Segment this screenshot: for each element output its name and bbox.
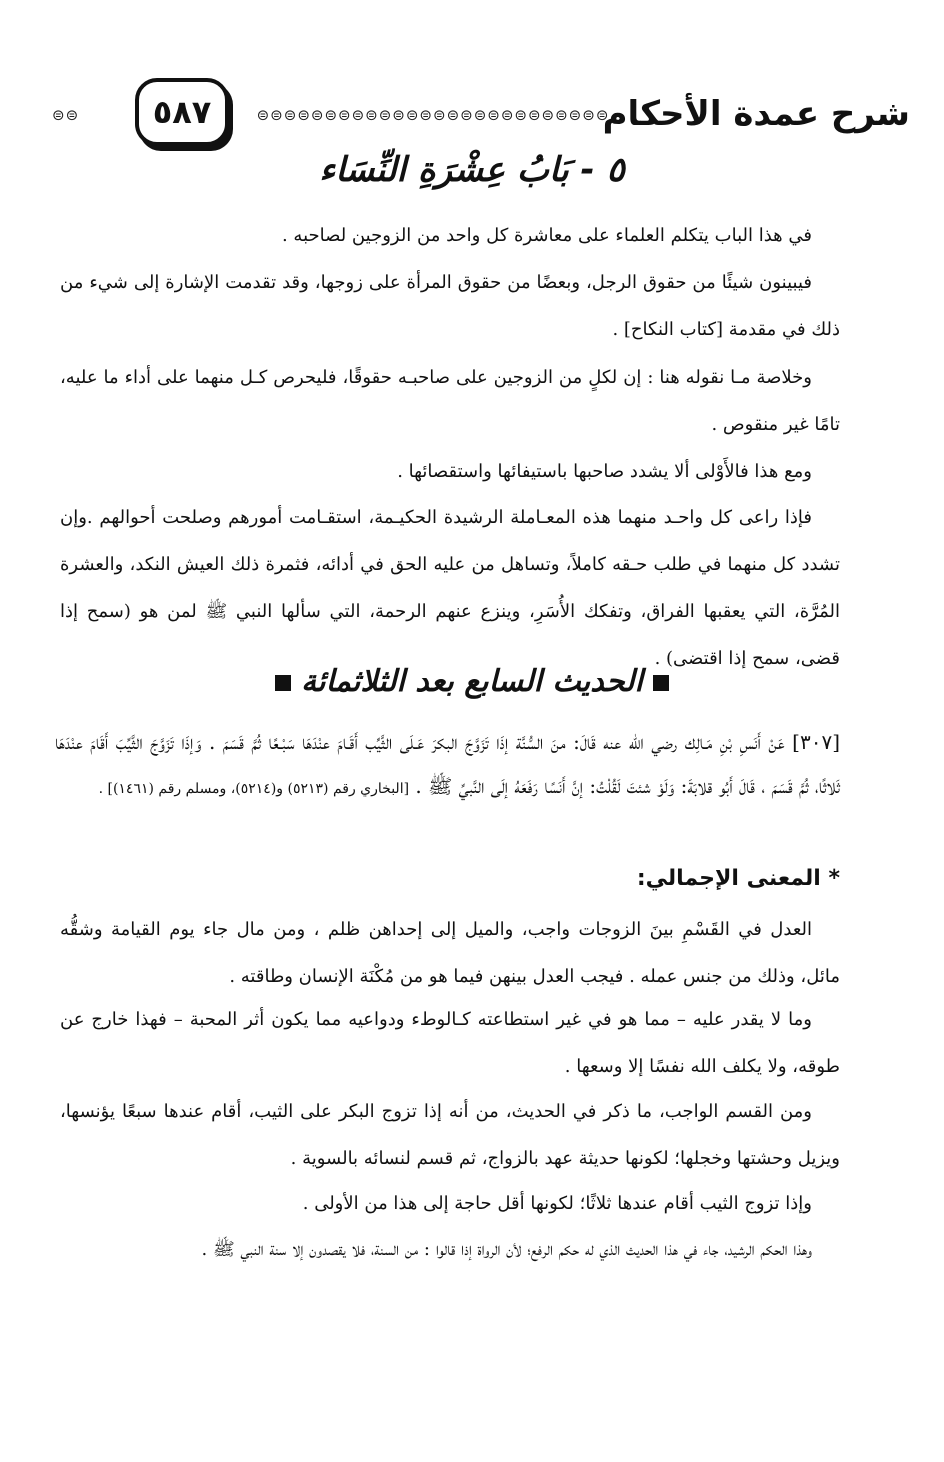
paragraph-consequence: فإذا راعى كل واحـد منهما هذه المعـاملة الرشيدة الحكيـمة، استقـامت أمورهم وصلحت أحوالهم .وإن تشدد كل منهما في طلب حـقه كاملاً، وتساهل من عليه الحق في أدائه، فثمرة ذلك العيش النكد، والعشرة المُرَّة، التي يعقبها الفراق، وتفكك الأُسَرِ، وينزع عنهم الرحمة، التي سألها النبي ﷺ لمن هو (سمح إذا قضى، سمح إذا اقتضى) .: [60, 507, 840, 669]
page-number: ٥٨٧: [152, 93, 212, 131]
square-bullet-icon: [653, 675, 669, 691]
paragraph-virgin: ومن القسم الواجب، ما ذكر في الحديث، من أنه إذا تزوج البكر على الثيب، أقام عندها سبعًا يؤنسها، ويزيل وحشتها وخجلها؛ لكونها حديثة عهد بالزواج، ثم قسم لنسائه بالسوية .: [60, 1101, 840, 1169]
header-ornament-small: ⊜⊜: [52, 106, 80, 124]
paragraph-justice: العدل في القَسْمِ بينَ الزوجات واجب، والميل إلى إحداهن ظلم ، ومن مال جاء يوم القيامة وشقُّه مائل، وذلك من جنس عمله . فيجب العدل بينهن فيما هو من مُكْنَة الإنسان وطاقته .: [60, 919, 840, 987]
paragraph-intro: في هذا الباب يتكلم العلماء على معاشرة كل واحد من الزوجين لصاحبه .: [281, 225, 812, 246]
hadith-text-block: [55, 720, 840, 811]
hadith-heading: [0, 664, 944, 699]
header-ornament: ⊜⊜⊜⊜⊜⊜⊜⊜⊜⊜⊜⊜⊜⊜⊜⊜⊜⊜⊜⊜⊜⊜⊜⊜⊜⊜: [256, 106, 610, 124]
paragraph-rights: فيبينون شيئًا من حقوق الرجل، وبعضًا من حقوق المرأة على زوجها، وقد تقدمت الإشارة إلى شيء من ذلك في مقدمة [كتاب النكاح] .: [60, 272, 840, 340]
paragraph-ability: وما لا يقدر عليه – مما هو في غير استطاعته كـالوطء ودواعيه مما يكون أثر المحبة – فهذا خارج عن طوقه، ولا يكلف الله نفسًا إلا وسعها .: [60, 1009, 840, 1077]
square-bullet-icon: [275, 675, 291, 691]
section-subheading: * المعنى الإجمالي:: [636, 866, 840, 891]
paragraph-ruling: وهذا الحكم الرشيد، جاء في هذا الحديث الذي له حكم الرفع؛ لأن الرواة إذا قالوا : من السنة، فلا يقصدون إلا سنة النبي ﷺ .: [201, 1239, 812, 1260]
page-number-frame: [135, 78, 229, 146]
hadith-reference: [البخاري رقم (٥٢١٣) و(٥٢١٤)، ومسلم رقم (١٤٦١)] .: [98, 781, 410, 797]
chapter-title: ٥ - بَابُ عِشْرَةِ النِّسَاء: [319, 150, 625, 190]
book-title: شرح عمدة الأحكام: [602, 94, 910, 134]
hadith-heading-text: الحديث السابع بعد الثلاثمائة: [301, 664, 643, 699]
hadith-text: [٣٠٧] عَنْ أَنَسِ بْنِ مَـالِك رضي الله عنه قَالَ: منَ السُّنَّة إذَا تَزَوَّجَ البكرَ عَـلَى الثَّيِّب أَقَـامَ عنْدَهَا سَبْـعًا ثُمَّ قَسَمَ . وَإذَا تَزَوَّجَ الثَّيِّبَ أَقَامَ عنْدَهَا ثَلاثًا، ثُمَّ قَسَمَ ، قَالَ أَبُو قلابَةَ: وَلَوْ شئتَ لَقُلْتُ: إنَّ أَنَسًا رَفَعَهُ إلَى النَّبيِّ ﷺ .: [55, 730, 840, 798]
paragraph-summary: وخلاصة مـا نقوله هنا : إن لكلٍ من الزوجين على صاحبـه حقوقًا، فليحرص كـل منهما على أداء ما عليه، تامًا غير منقوص .: [60, 367, 840, 435]
paragraph-leniency: ومع هذا فالأَوْلى ألا يشدد صاحبها باستيفائها واستقصائها .: [397, 461, 812, 482]
paragraph-previously-married: وإذا تزوج الثيب أقام عندها ثلاثًا؛ لكونها أقل حاجة إلى هذا من الأولى .: [302, 1193, 812, 1214]
running-header: [40, 70, 910, 160]
